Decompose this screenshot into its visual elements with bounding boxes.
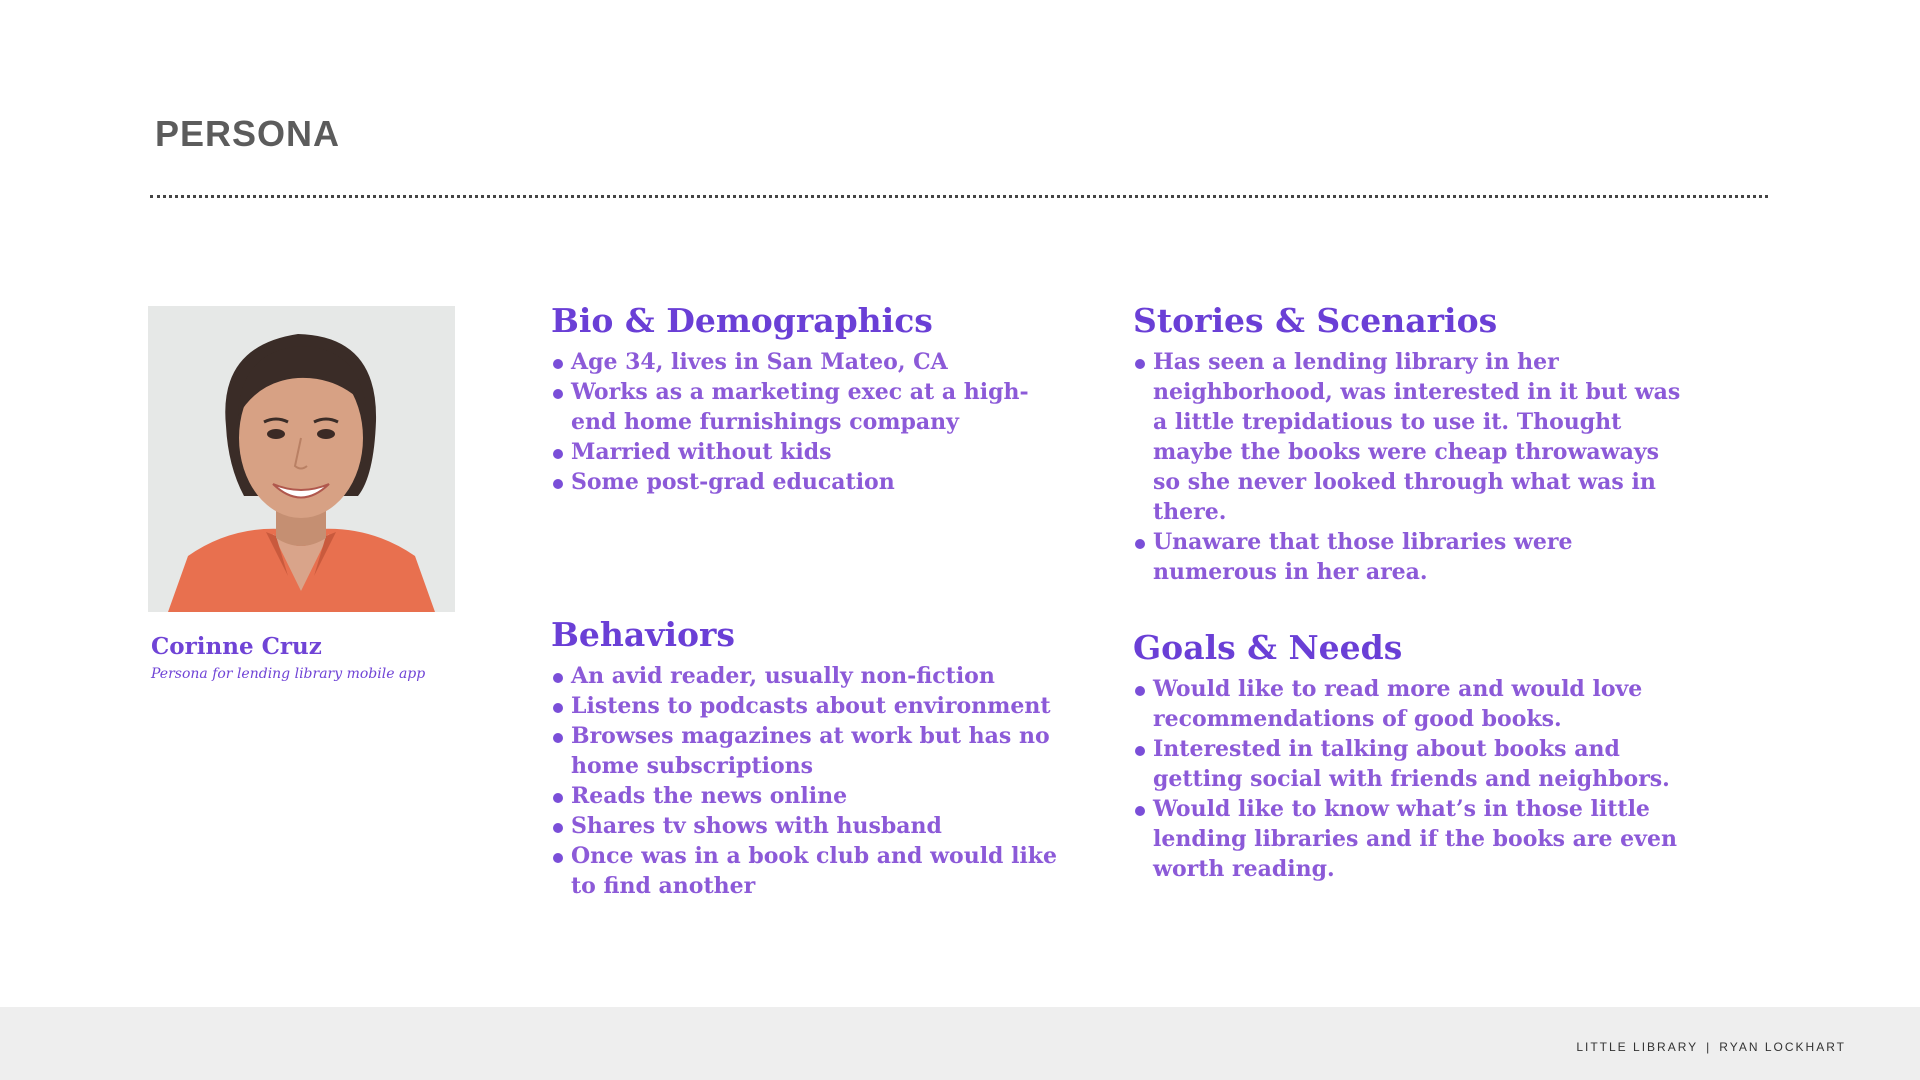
bullet-icon: [1135, 539, 1145, 549]
footer-separator: |: [1706, 1040, 1712, 1054]
list-item: [551, 347, 1061, 377]
list-item-text: Shares tv shows with husband: [571, 813, 942, 839]
list-item-text: Age 34, lives in San Mateo, CA: [571, 349, 948, 375]
bullet-icon: [1135, 686, 1145, 696]
list-item-text: Would like to know what’s in those little lending libraries and if the books are even worth reading.: [1153, 796, 1677, 882]
list-item-text: Once was in a book club and would like to find another: [571, 843, 1058, 899]
list-item-text: Reads the news online: [571, 783, 848, 809]
footer-credit: [1576, 1040, 1846, 1054]
list-item: [551, 661, 1061, 691]
dotted-divider: [150, 195, 1768, 198]
list-item-text: Works as a marketing exec at a high-end home furnishings company: [571, 379, 1029, 435]
bullet-icon: [553, 823, 563, 833]
section-heading: Goals & Needs: [1133, 628, 1403, 667]
section-bio-demographics: [551, 301, 1061, 497]
list-item-text: Interested in talking about books and getting social with friends and neighbors.: [1153, 736, 1670, 792]
list-item: [1133, 734, 1693, 794]
bullet-list: [551, 347, 1061, 497]
bullet-icon: [553, 793, 563, 803]
list-item: [1133, 794, 1693, 884]
bullet-icon: [1135, 806, 1145, 816]
footer-author: RYAN LOCKHART: [1719, 1040, 1846, 1054]
footer-project: LITTLE LIBRARY: [1576, 1040, 1699, 1054]
list-item: [551, 811, 1061, 841]
section-goals-needs: [1133, 628, 1693, 884]
footer-bar: [0, 1007, 1920, 1080]
list-item-text: Listens to podcasts about environment: [571, 693, 1051, 719]
bullet-icon: [553, 389, 563, 399]
section-heading: Bio & Demographics: [551, 301, 933, 340]
persona-photo: [148, 306, 455, 612]
persona-name: Corinne Cruz: [151, 633, 322, 660]
bullet-list: [551, 661, 1061, 901]
list-item: [1133, 347, 1693, 527]
list-item-text: An avid reader, usually non-fiction: [571, 663, 995, 689]
list-item-text: Has seen a lending library in her neighborhood, was interested in it but was a little trepidatious to use it. Thought maybe the books were cheap throwaways so she never looked through what was in there.: [1153, 349, 1681, 525]
bullet-icon: [553, 673, 563, 683]
persona-caption: Persona for lending library mobile app: [151, 666, 426, 682]
list-item-text: Browses magazines at work but has no home subscriptions: [571, 723, 1050, 779]
list-item: [1133, 527, 1693, 587]
bullet-icon: [553, 359, 563, 369]
section-heading: Behaviors: [551, 615, 735, 654]
list-item: [551, 377, 1061, 437]
list-item: [551, 721, 1061, 781]
list-item-text: Unaware that those libraries were numerous in her area.: [1153, 529, 1573, 585]
bullet-list: [1133, 674, 1693, 884]
list-item: [1133, 674, 1693, 734]
section-heading: Stories & Scenarios: [1133, 301, 1498, 340]
page-title: PERSONA: [155, 113, 341, 154]
list-item: [551, 437, 1061, 467]
bullet-list: [1133, 347, 1693, 587]
list-item: [551, 691, 1061, 721]
list-item: [551, 467, 1061, 497]
bullet-icon: [553, 479, 563, 489]
bullet-icon: [553, 449, 563, 459]
section-stories-scenarios: [1133, 301, 1693, 587]
list-item-text: Married without kids: [571, 439, 832, 465]
bullet-icon: [1135, 746, 1145, 756]
bullet-icon: [1135, 359, 1145, 369]
section-behaviors: [551, 615, 1061, 901]
bullet-icon: [553, 733, 563, 743]
list-item: [551, 781, 1061, 811]
list-item: [551, 841, 1061, 901]
bullet-icon: [553, 853, 563, 863]
list-item-text: Some post-grad education: [571, 469, 895, 495]
bullet-icon: [553, 703, 563, 713]
list-item-text: Would like to read more and would love recommendations of good books.: [1153, 676, 1643, 732]
